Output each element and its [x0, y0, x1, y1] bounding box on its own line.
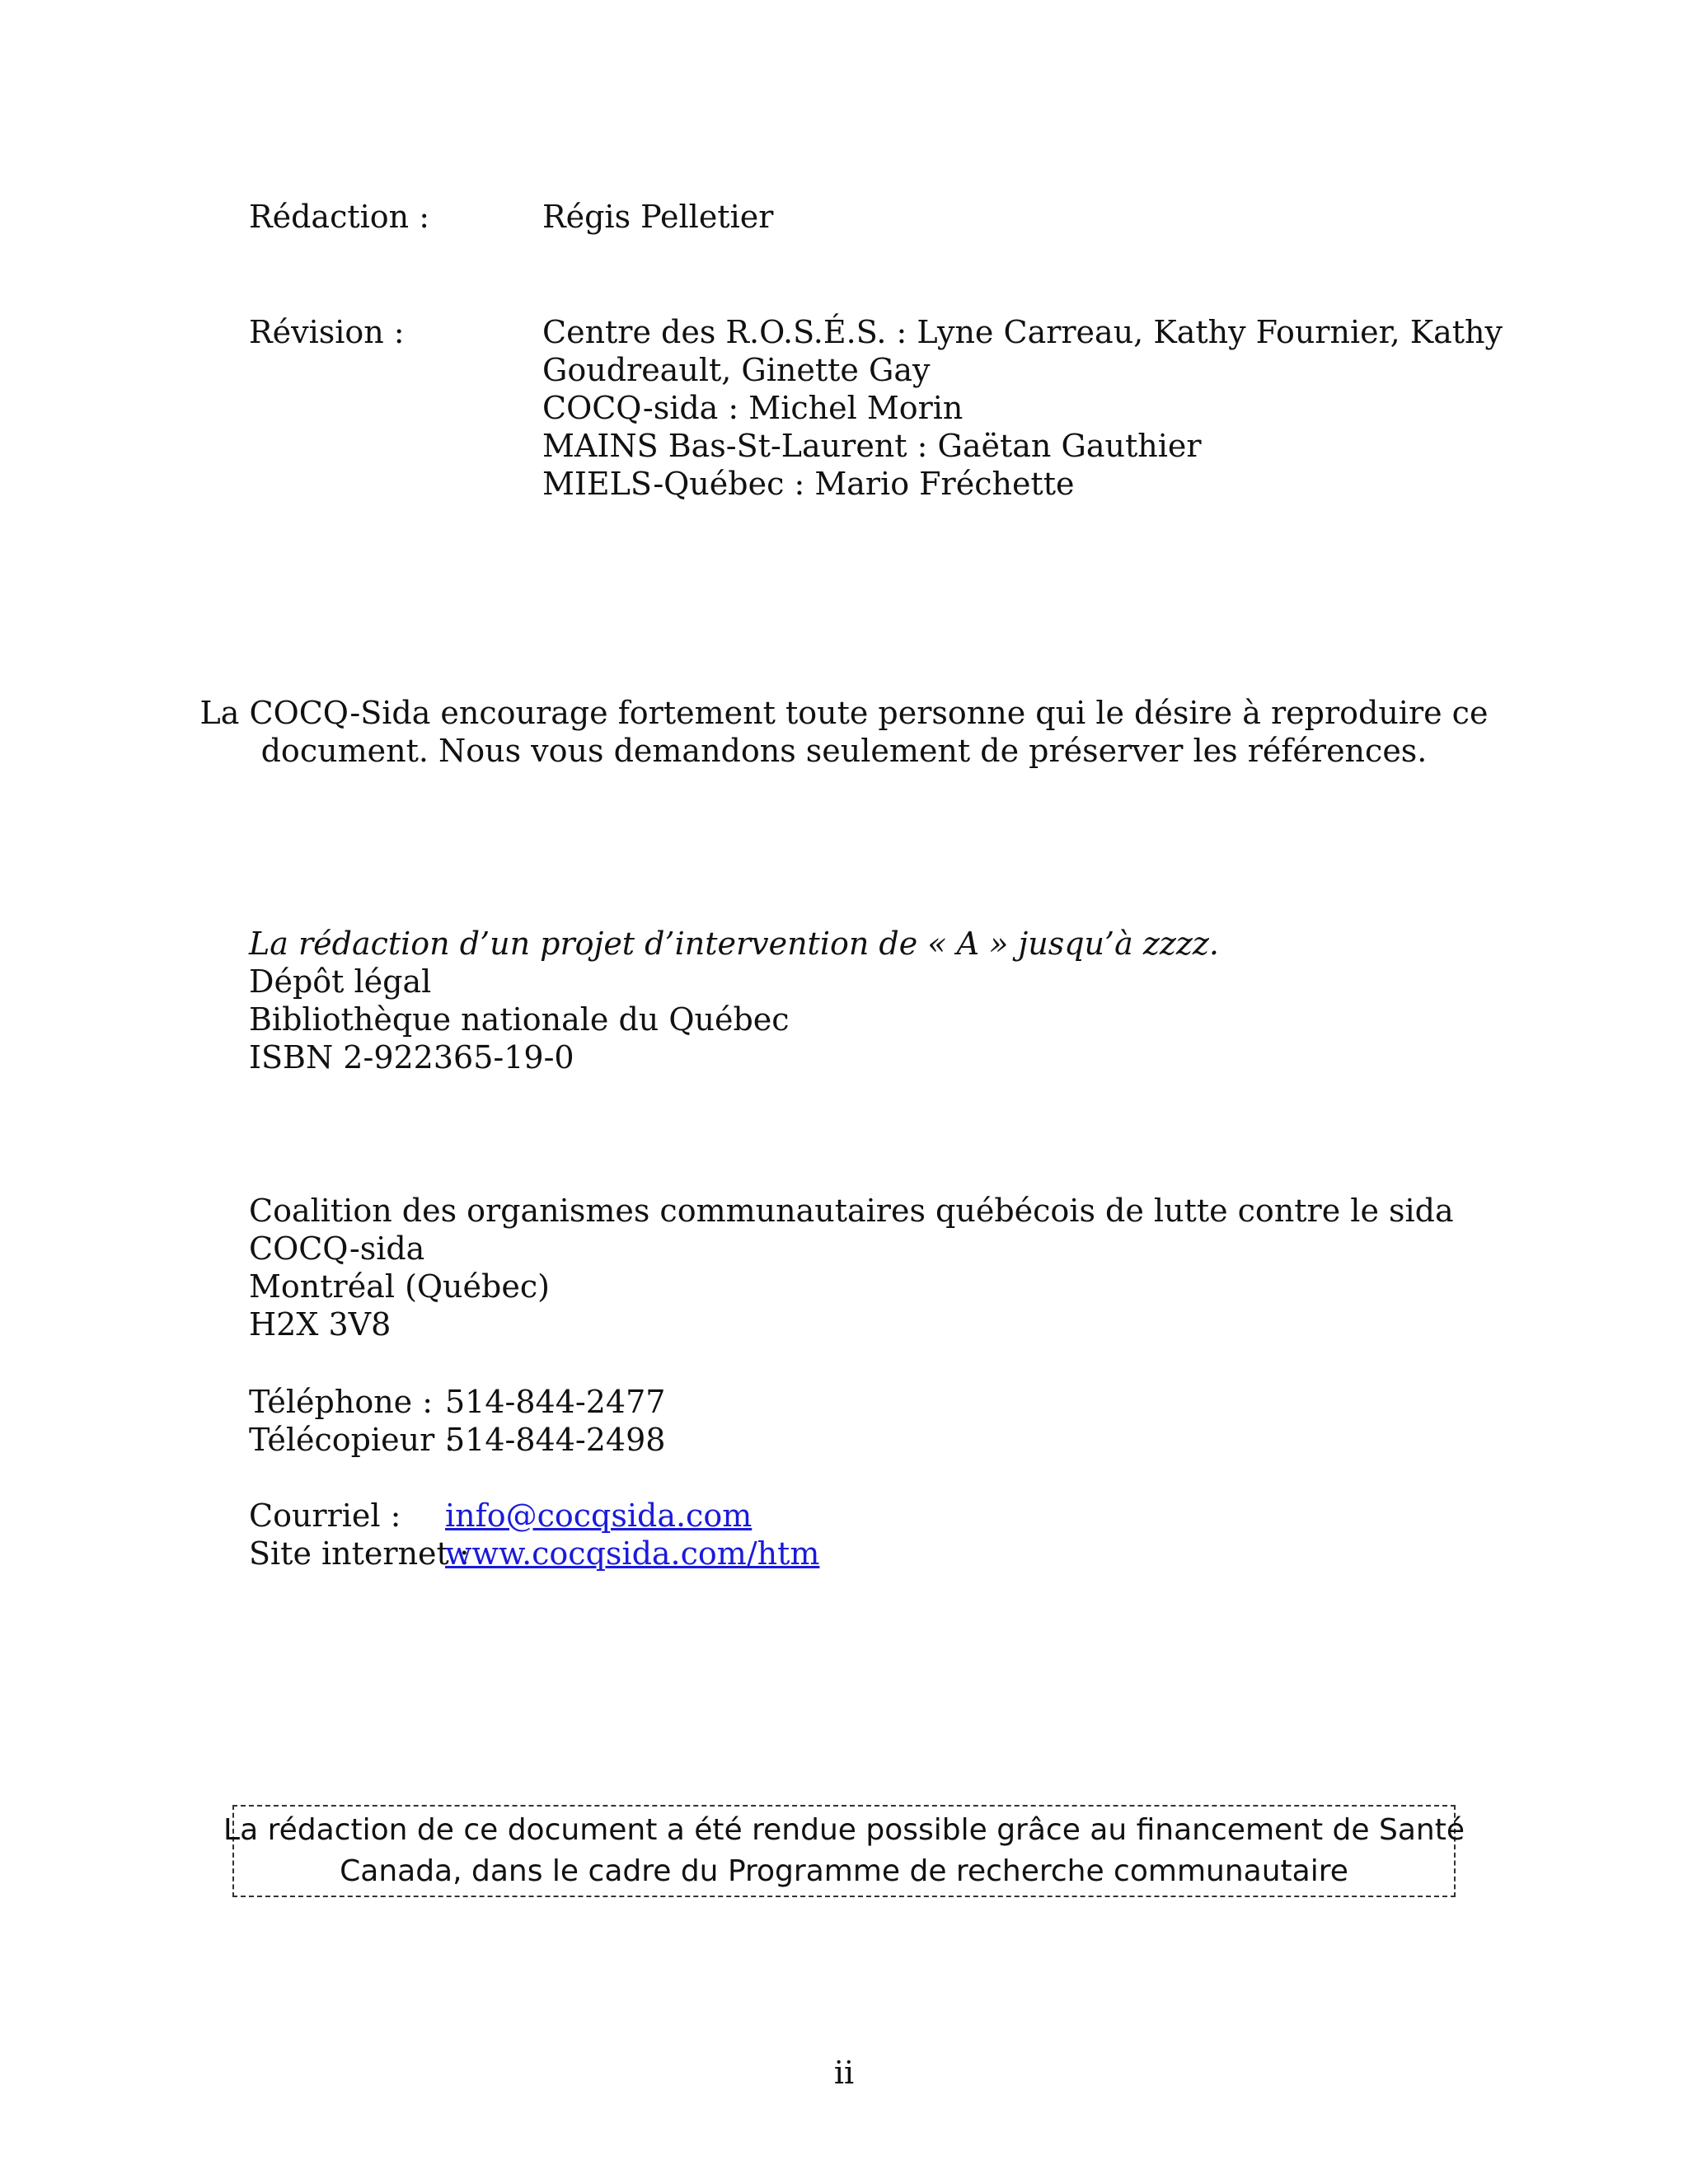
revision-line: COCQ-sida : Michel Morin: [542, 390, 964, 426]
revision-line: MIELS-Québec : Mario Fréchette: [542, 466, 1075, 502]
fax-row: [249, 1421, 665, 1459]
phone-value: 514-844-2477: [445, 1384, 666, 1420]
website-row: [249, 1535, 819, 1572]
revision-line: Goudreault, Ginette Gay: [542, 352, 931, 388]
email-row: [249, 1497, 752, 1535]
email-label: Courriel :: [249, 1497, 401, 1534]
organization-address: [249, 1192, 1454, 1343]
revision-list: [542, 313, 1503, 503]
fax-label: Télécopieur :: [249, 1422, 456, 1458]
phone-label: Téléphone :: [249, 1384, 434, 1420]
website-label: Site internet :: [249, 1535, 470, 1572]
address-line: COCQ-sida: [249, 1230, 425, 1267]
funding-line: La rédaction de ce document a été rendue possible grâce au financement de Santé: [223, 1813, 1465, 1847]
redaction-value: Régis Pelletier: [542, 199, 774, 235]
redaction-label: Rédaction :: [249, 199, 430, 235]
legal-line: Dépôt légal: [249, 963, 432, 1000]
notice-line: document. Nous vous demandons seulement de préserver les références.: [260, 733, 1428, 769]
revision-line: MAINS Bas-St-Laurent : Gaëtan Gauthier: [542, 428, 1202, 464]
phone-row: [249, 1383, 665, 1421]
email-link[interactable]: info@cocqsida.com: [445, 1497, 753, 1534]
website-link[interactable]: www.cocqsida.com/htm: [445, 1535, 820, 1572]
address-line: Montréal (Québec): [249, 1268, 550, 1305]
fax-value: 514-844-2498: [445, 1422, 666, 1458]
address-line: Coalition des organismes communautaires québécois de lutte contre le sida: [249, 1193, 1454, 1229]
funding-notice-box: [223, 1805, 1465, 1897]
reproduction-notice: [190, 694, 1498, 770]
revision-line: Centre des R.O.S.É.S. : Lyne Carreau, Kathy Fournier, Kathy: [542, 314, 1503, 350]
legal-line: Bibliothèque nationale du Québec: [249, 1001, 790, 1038]
legal-deposit: [249, 925, 1219, 1076]
isbn: ISBN 2-922365-19-0: [249, 1039, 574, 1076]
postal-code: H2X 3V8: [249, 1306, 392, 1343]
revision-label: Révision :: [249, 314, 405, 350]
notice-line: La COCQ-Sida encourage fortement toute personne qui le désire à reproduire ce: [199, 695, 1489, 731]
funding-line: Canada, dans le cadre du Programme de recherche communautaire: [340, 1854, 1348, 1888]
page-number: ii: [833, 2055, 855, 2091]
document-title: La rédaction d’un projet d’intervention de « A » jusqu’à zzzz.: [249, 926, 1219, 962]
